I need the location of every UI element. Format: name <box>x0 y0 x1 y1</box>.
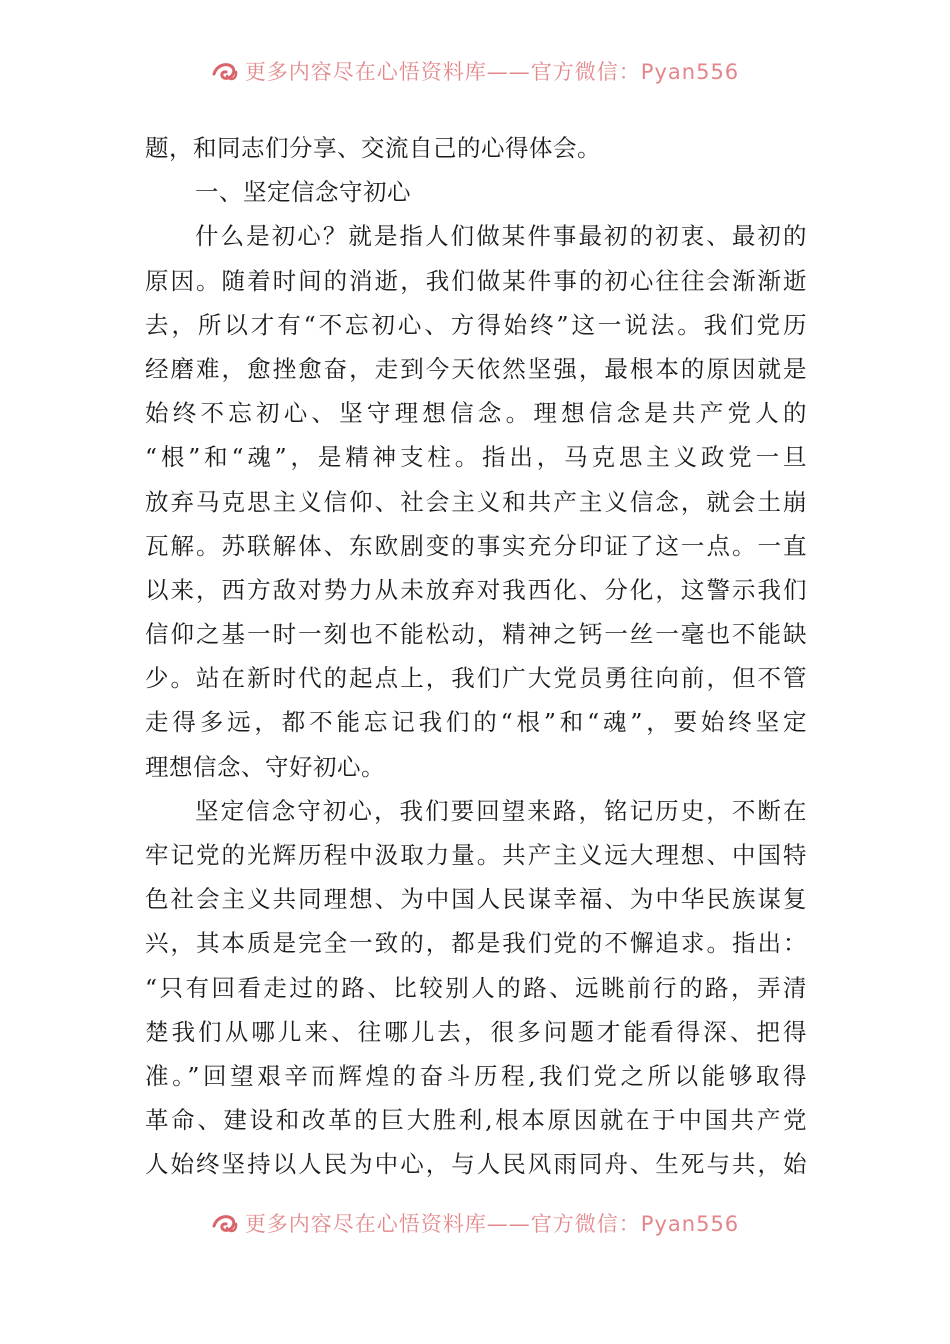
text-line: “根”和“魂”，是精神支柱。指出，马克思主义政党一旦 <box>145 443 807 472</box>
document-body <box>145 126 807 1187</box>
text-line: 放弃马克思主义信仰、社会主义和共产主义信念，就会土崩 <box>145 487 807 516</box>
text-line: 楚我们从哪儿来、往哪儿去，很多问题才能看得深、把得 <box>145 1017 807 1046</box>
text-line: 兴，其本质是完全一致的，都是我们党的不懈追求。指出： <box>145 929 807 958</box>
section-heading: 一、坚定信念守初心 <box>195 178 411 207</box>
text-line: 原因。随着时间的消逝，我们做某件事的初心往往会渐渐逝 <box>145 266 807 295</box>
text-line: 坚定信念守初心，我们要回望来路，铭记历史，不断在 <box>195 796 807 825</box>
swirl-logo-icon <box>211 1212 239 1236</box>
header-watermark <box>0 56 950 86</box>
text-line: 牢记党的光辉历程中汲取力量。共产主义远大理想、中国特 <box>145 841 807 869</box>
text-line: 理想信念、守好初心。 <box>145 752 385 781</box>
text-line: 题，和同志们分享、交流自己的心得体会。 <box>145 134 601 162</box>
text-line: 瓦解。苏联解体、东欧剧变的事实充分印证了这一点。一直 <box>145 531 807 560</box>
text-line: 少。站在新时代的起点上，我们广大党员勇往向前，但不管 <box>145 664 807 693</box>
watermark-text: 更多内容尽在心悟资料库——官方微信：Pyan556 <box>244 1212 740 1236</box>
text-line: 人始终坚持以人民为中心，与人民风雨同舟、生死与共，始 <box>145 1150 807 1179</box>
text-line: 革命、建设和改革的巨大胜利,根本原因就在于中国共产党 <box>145 1106 807 1135</box>
watermark-text: 更多内容尽在心悟资料库——官方微信：Pyan556 <box>244 60 740 84</box>
text-line: “只有回看走过的路、比较别人的路、远眺前行的路，弄清 <box>145 973 807 1002</box>
text-line: 信仰之基一时一刻也不能松动，精神之钙一丝一毫也不能缺 <box>145 620 807 649</box>
text-line: 什么是初心？就是指人们做某件事最初的初衷、最初的 <box>195 222 807 251</box>
text-line: 以来，西方敌对势力从未放弃对我西化、分化，这警示我们 <box>145 575 807 604</box>
text-line: 准。”回望艰辛而辉煌的奋斗历程,我们党之所以能够取得 <box>145 1061 807 1090</box>
swirl-logo-icon <box>211 60 239 84</box>
footer-watermark <box>0 1208 950 1238</box>
text-line: 色社会主义共同理想、为中国人民谋幸福、为中华民族谋复 <box>145 885 807 914</box>
text-line: 走得多远，都不能忘记我们的“根”和“魂”，要始终坚定 <box>145 708 807 737</box>
text-line: 经磨难，愈挫愈奋，走到今天依然坚强，最根本的原因就是 <box>145 354 807 383</box>
text-line: 去，所以才有“不忘初心、方得始终”这一说法。我们党历 <box>145 310 807 339</box>
text-line: 始终不忘初心、坚守理想信念。理想信念是共产党人的 <box>145 399 807 428</box>
